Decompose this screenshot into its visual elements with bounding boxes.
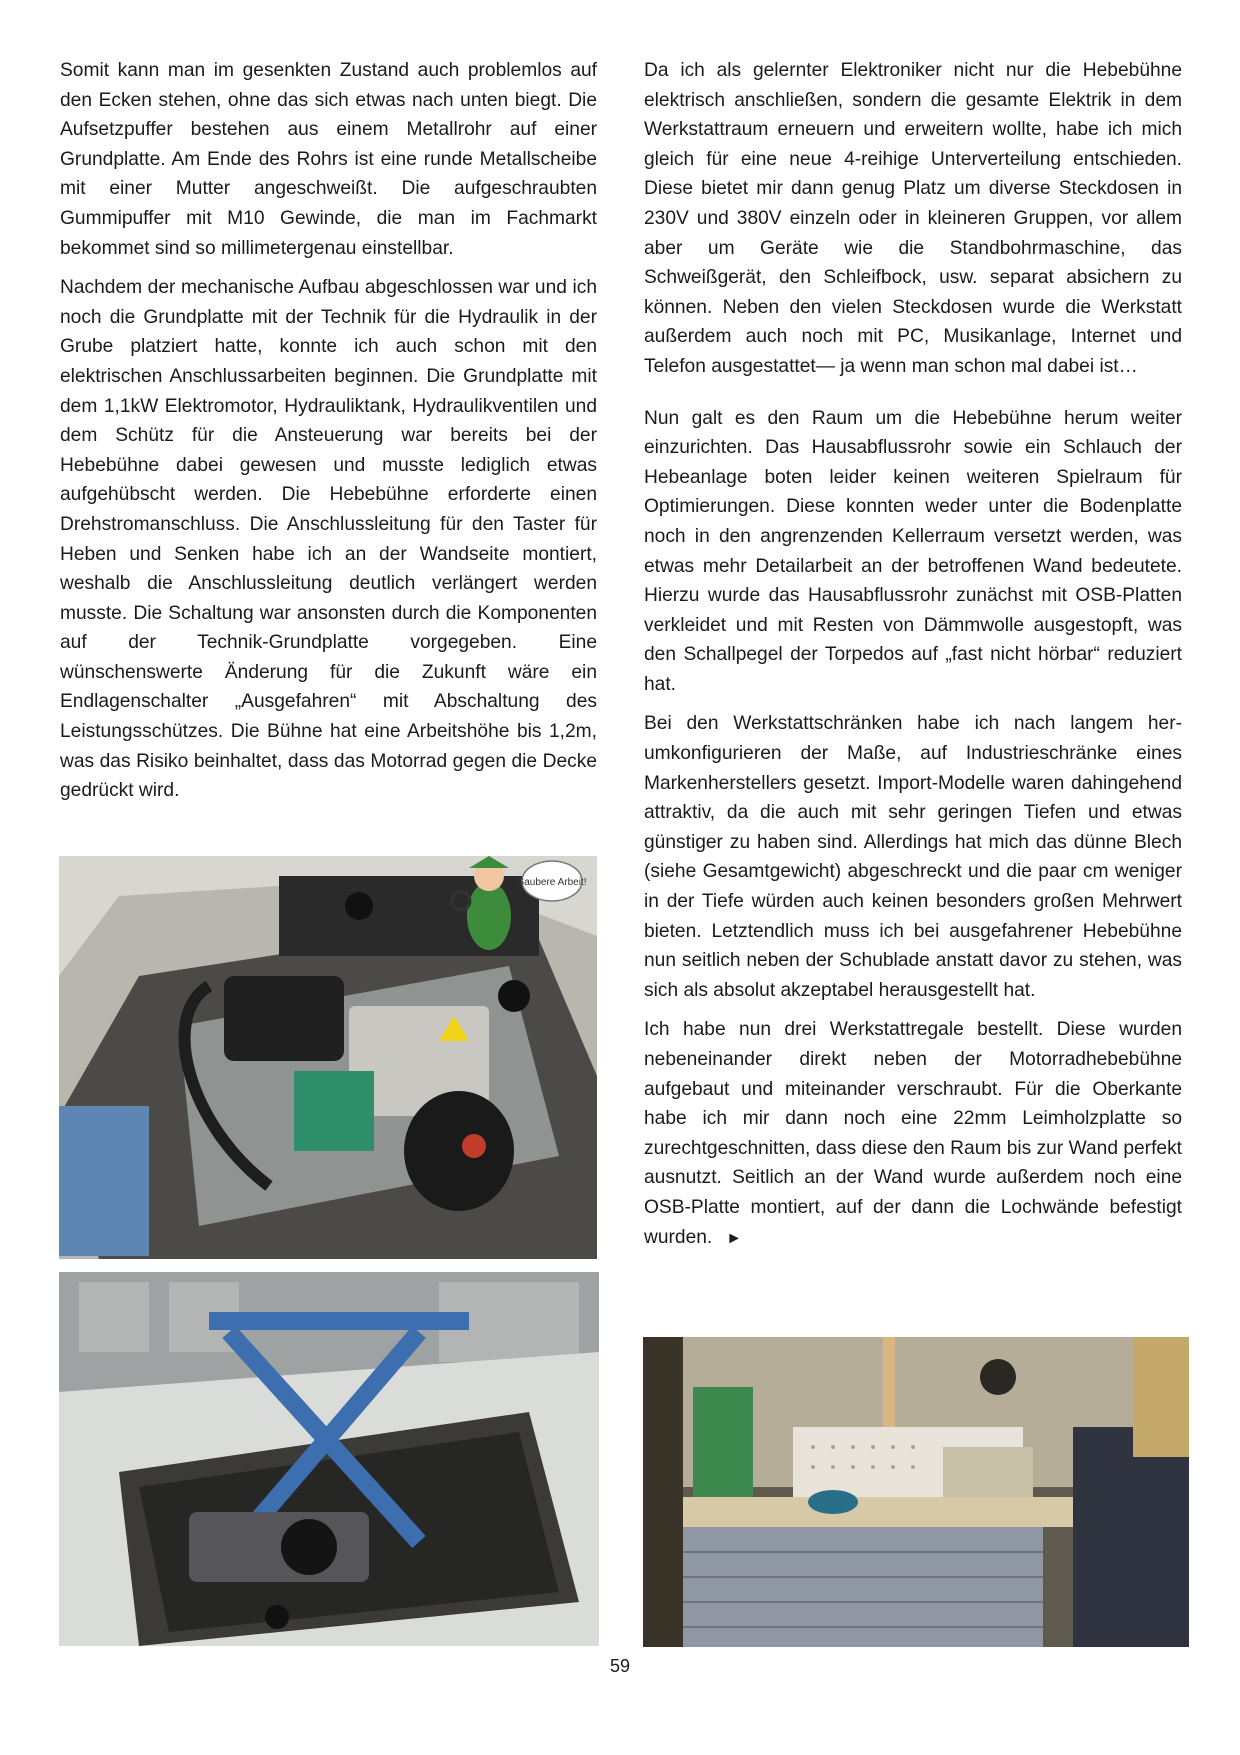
paragraph-text: Ich habe nun drei Werkstattregale bestellt. Diese wurden nebeneinander direkt neben der Motorradhebebühne aufgebaut und miteinander verschraubt. Für die Oberkante habe ich mir dann noch eine 22mm Leimholzplatte so zurechtgeschnitten, dass diese den Raum bis zur Wand perfekt ausnutzt. Seitlich an der Wand wurde außerdem noch eine OSB-Platte montiert, auf der dann die Lochwände befestigt wurden.: [644, 1019, 1182, 1248]
paragraph-last: [644, 1015, 1182, 1253]
photo-workbench: [643, 1337, 1189, 1647]
paragraph: Da ich als gelernter Elektroniker nicht nur die Hebebühne elektrisch anschließen, sondern die gesamte Elektrik in dem Werkstattraum erneuern und erweitern wollte, habe ich mich gleich für eine neue 4-reihige Unterverteilung entschieden. Diese bietet mir dann genug Platz um diverse Steckdosen in 230V und 380V einzeln oder in kleineren Gruppen, vor allem aber um Geräte wie die Standbohrmaschine, das Schweißgerät, den Schleifbock, usw. separat absichern zu können. Neben den vielen Steckdosen wurde die Werkstatt außerdem auch noch mit PC, Musikanlage, Internet und Telefon ausgestattet— ja wenn man schon mal dabei ist…: [644, 60, 1182, 377]
photo-hydraulic-unit: [59, 856, 597, 1259]
paragraph: Bei den Werkstattschränken habe ich nach langem herumkonfigurieren der Maße, auf Industrieschränke eines Markenherstellers gesetzt. Import-Modelle waren dahingehend attraktiv, da die auch mit sehr geringen Tiefen und etwas günstiger zu haben sind. Allerdings hat mich das dünne Blech (siehe Gesamtgewicht) abgeschreckt und die paar cm weniger in der Tiefe würden auch keinen besonders großen Mehrwert bieten. Letztendlich muss ich bei ausgefahrener Hebebühne nun seitlich neben der Schublade anstatt davor zu stehen, was sich als absolut akzeptabel herausgestellt hat.: [644, 713, 1182, 1001]
right-column: [644, 56, 1182, 1263]
paragraph: Somit kann man im gesenkten Zustand auch problemlos auf den Ecken stehen, ohne das sich etwas nach unten biegt. Die Aufsetzpuffer bestehen aus einem Metallrohr auf einer Grundplatte. Am Ende des Rohrs ist eine runde Metallscheibe mit einer Mutter angeschweißt. Die aufgeschraubten Gummipuffer mit M10 Gewinde, die man im Fachmarkt bekommet sind so millimetergenau einstellbar.: [60, 60, 597, 259]
continue-arrow-icon: ►: [726, 1229, 743, 1247]
paragraph: Nachdem der mechanische Aufbau abgeschlossen war und ich noch die Grundplatte mit der Technik für die Hydraulik in der Grube platziert hatte, konnte ich auch schon mit den elektrischen Anschlussarbeiten beginnen. Die Grundplatte mit dem 1,1kW Elektromotor, Hydrauliktank, Hydraulikventilen und dem Schütz für die Ansteuerung war bereits bei der Hebebühne dabei gewesen und musste lediglich etwas aufgehübscht werden. Die Hebebühne erforderte einen Drehstromanschluss. Die Anschlussleitung für den Taster für Heben und Senken habe ich an der Wandseite montiert, weshalb die Anschlussleitung deutlich verlängert werden musste. Die Schaltung war ansonsten durch die Komponenten auf der Technik-Grundplatte vorgegeben. Eine wünschenswerte Änderung für die Zukunft wäre ein Endlagenschalter „Ausgefahren“ mit Abschaltung des Leistungsschützes. Die Bühne hat eine Arbeitshöhe bis 1,2m, was das Risiko beinhaltet, dass das Motorrad gegen die Decke gedrückt wird.: [60, 277, 597, 802]
left-column: [60, 56, 597, 816]
page-number: 59: [609, 1656, 631, 1676]
cartoon-bubble-text: Saubere Arbeit!: [517, 877, 587, 888]
photo-scissor-lift: [59, 1272, 599, 1646]
paragraph: Nun galt es den Raum um die Hebebühne herum weiter einzurichten. Das Hausabflussrohr sowie ein Schlauch der Hebeanlage boten leider keinen weiteren Spielraum für Optimierungen. Diese konnten weder unter die Bodenplatte noch in den angrenzenden Kellerraum versetzt werden, was etwas mehr Detailarbeit an der betroffenen Wand bedeutete. Hierzu wurde das Hausabflussrohr zunächst mit OSB-Platten verkleidet und mit Resten von Dämmwolle ausgestopft, was den Schallpegel der Torpedos auf „fast nicht hörbar“ reduziert hat.: [644, 407, 1182, 695]
